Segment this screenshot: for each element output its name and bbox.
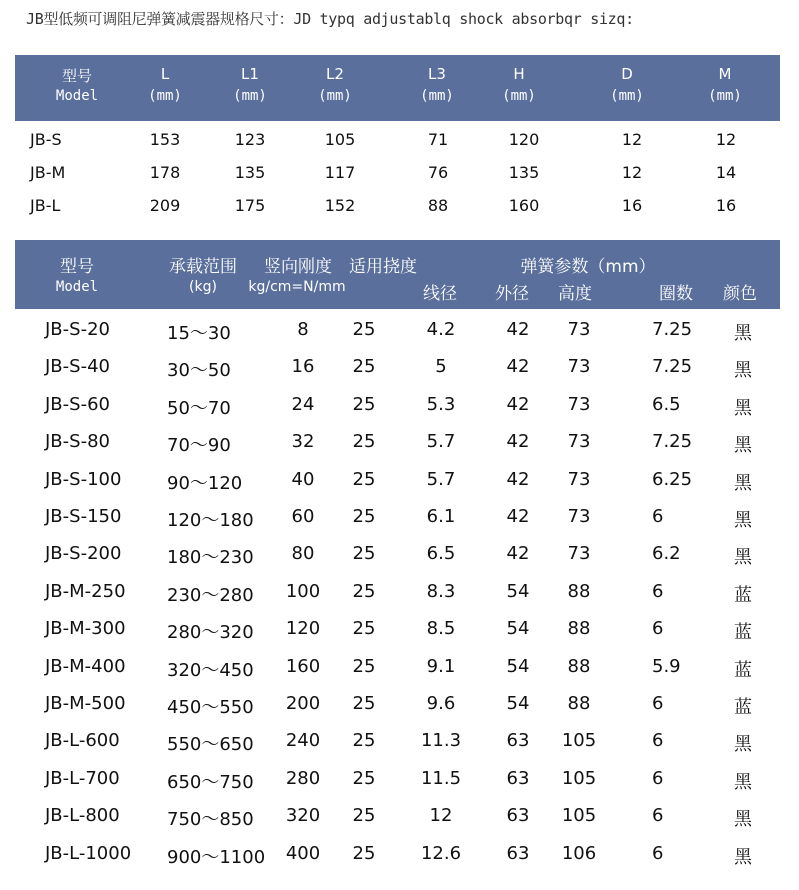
table-cell: 7.25 (652, 431, 693, 453)
table-cell: 135 (234, 163, 266, 182)
table-cell: 5.9 (652, 655, 681, 677)
table-cell: JB-S-60 (45, 393, 110, 415)
table-cell: 280～320 (167, 622, 254, 644)
table-cell: 280 (285, 767, 321, 789)
table-cell: 88 (427, 196, 449, 215)
table-cell: 4.2 (426, 319, 456, 340)
table-cell: 135 (508, 163, 540, 182)
table-cell: 9.6 (426, 693, 456, 714)
table-row (0, 356, 799, 386)
table-row (0, 163, 799, 193)
header-load-range: 承载范围 (169, 257, 237, 277)
table-cell: 6 (652, 767, 664, 789)
table-cell: JB-L-700 (45, 767, 120, 789)
table-cell: 105 (561, 805, 597, 827)
table-row (0, 805, 799, 835)
table-cell: 25 (352, 319, 376, 340)
table1-header-label: L3 (428, 65, 446, 83)
table1-header-unit: Model (55, 88, 99, 104)
table-cell: 25 (352, 580, 376, 602)
table-cell: 12.6 (420, 842, 462, 864)
table-row (0, 768, 799, 798)
table1-header-label: L1 (241, 65, 259, 83)
table-cell: 11.3 (420, 730, 462, 752)
table-cell: 63 (506, 730, 530, 752)
table1-header-label: M (718, 65, 732, 83)
table-cell: JB-M (30, 163, 66, 182)
table1-header-unit: (mm) (318, 88, 352, 104)
table-cell: 黑 (734, 472, 752, 494)
table-cell: 50～70 (167, 397, 231, 419)
table-cell: 25 (352, 393, 376, 415)
table-cell: JB-S (30, 130, 62, 149)
table-cell: 71 (427, 130, 449, 149)
table-cell: JB-S-80 (45, 431, 110, 453)
table-cell: 6 (652, 506, 664, 527)
table-cell: 5.7 (426, 468, 456, 490)
table-cell: 蓝 (734, 659, 752, 681)
table-cell: JB-S-20 (45, 319, 110, 340)
table-cell: 54 (506, 693, 530, 714)
table-cell: 73 (567, 506, 591, 527)
table-cell: 黑 (734, 510, 752, 531)
table-cell: 14 (715, 163, 737, 182)
table1-header-unit: (mm) (502, 88, 536, 104)
header-wire-dia: 线径 (423, 284, 457, 304)
table-cell: 25 (352, 767, 376, 789)
table2-header (15, 240, 780, 309)
table-cell: 320 (285, 805, 321, 827)
table-cell: 6.25 (652, 468, 693, 490)
table-cell: JB-S-150 (45, 506, 122, 527)
table-cell: 30～50 (167, 360, 231, 382)
table-cell: 90～120 (167, 472, 243, 494)
table-cell: 黑 (734, 771, 752, 793)
table-cell: 25 (352, 468, 376, 490)
table-row (0, 506, 799, 536)
table-cell: 88 (567, 618, 591, 640)
table-cell: 88 (567, 655, 591, 677)
table-cell: 9.1 (426, 655, 456, 677)
table-cell: 6 (652, 580, 664, 602)
table-cell: 320～450 (167, 659, 254, 681)
header-deflection: 适用挠度 (349, 257, 417, 277)
table-cell: 400 (285, 842, 321, 864)
table-cell: 76 (427, 163, 449, 182)
table-cell: 16 (621, 196, 643, 215)
table1-header-unit: (mm) (708, 88, 742, 104)
table-cell: 60 (291, 506, 315, 527)
table-cell: 209 (149, 196, 181, 215)
table-cell: 8.3 (426, 580, 456, 602)
table-cell: 12 (429, 805, 453, 827)
table-cell: 黑 (734, 323, 752, 344)
table-cell: 40 (291, 468, 315, 490)
table-cell: 42 (506, 319, 530, 340)
table-cell: 54 (506, 580, 530, 602)
table-row (0, 431, 799, 461)
table-cell: 750～850 (167, 809, 254, 831)
table-cell: 160 (285, 655, 321, 677)
table-cell: 88 (567, 580, 591, 602)
table-cell: 12 (621, 130, 643, 149)
table-cell: 16 (715, 196, 737, 215)
table-row (0, 319, 799, 349)
table-cell: 25 (352, 356, 376, 378)
table-cell: 黑 (734, 547, 752, 569)
table-cell: 73 (567, 356, 591, 378)
table-cell: 5.7 (426, 431, 456, 453)
table-cell: 42 (506, 506, 530, 527)
table-cell: 5 (435, 356, 447, 378)
table1-header-label: L2 (326, 65, 344, 83)
table-cell: 200 (285, 693, 321, 714)
table-cell: 160 (508, 196, 540, 215)
table-cell: 8.5 (426, 618, 456, 640)
table-cell: 63 (506, 805, 530, 827)
table-cell: 152 (324, 196, 356, 215)
table-row (0, 730, 799, 760)
table-cell: 8 (297, 319, 309, 340)
table-cell: 105 (561, 767, 597, 789)
table-cell: 650～750 (167, 771, 254, 793)
table-cell: 54 (506, 655, 530, 677)
table-cell: JB-M-400 (45, 655, 126, 677)
table-cell: 42 (506, 431, 530, 453)
table-cell: 黑 (734, 809, 752, 831)
table-row (0, 843, 799, 873)
table-row (0, 618, 799, 648)
table-cell: 黑 (734, 397, 752, 419)
table-cell: 25 (352, 730, 376, 752)
table-cell: 105 (324, 130, 356, 149)
table-cell: 105 (561, 730, 597, 752)
header-load-unit: (kg) (189, 279, 217, 295)
header-model: 型号 (60, 257, 94, 277)
header-height: 高度 (558, 284, 592, 304)
table1-header-label: H (513, 65, 525, 83)
header-coils: 圈数 (659, 284, 693, 304)
table-cell: 24 (291, 393, 315, 415)
table-cell: 550～650 (167, 734, 254, 756)
header-spring-params: 弹簧参数（mm） (520, 257, 656, 277)
table-cell: 25 (352, 805, 376, 827)
table-cell: 25 (352, 655, 376, 677)
table1-header-label: D (621, 65, 633, 83)
header-model-en: Model (55, 279, 99, 295)
table-cell: 73 (567, 543, 591, 565)
table-cell: 25 (352, 543, 376, 565)
table-cell: JB-M-500 (45, 693, 126, 714)
table-cell: 88 (567, 693, 591, 714)
table-cell: 120 (285, 618, 321, 640)
table-cell: 42 (506, 356, 530, 378)
table-cell: JB-S-200 (45, 543, 122, 565)
table-cell: 5.3 (426, 393, 456, 415)
table-cell: 180～230 (167, 547, 254, 569)
table-cell: JB-M-250 (45, 580, 126, 602)
table-cell: 120 (508, 130, 540, 149)
table-cell: 16 (291, 356, 315, 378)
table-cell: 42 (506, 468, 530, 490)
table1-header-unit: (mm) (148, 88, 182, 104)
table-cell: 73 (567, 468, 591, 490)
table-cell: 120～180 (167, 510, 254, 531)
table-cell: 900～1100 (167, 846, 266, 868)
table-cell: 25 (352, 693, 376, 714)
table1-header-unit: (mm) (610, 88, 644, 104)
table-cell: 6.5 (652, 393, 681, 415)
table-cell: 178 (149, 163, 181, 182)
table-row (0, 656, 799, 686)
table-cell: 11.5 (420, 767, 462, 789)
table-cell: 黑 (734, 846, 752, 868)
table-cell: 73 (567, 393, 591, 415)
table-cell: 6 (652, 618, 664, 640)
table-row (0, 543, 799, 573)
table-cell: 6 (652, 805, 664, 827)
table-cell: 7.25 (652, 319, 693, 340)
table-cell: 106 (561, 842, 597, 864)
table-cell: 黑 (734, 734, 752, 756)
page-title: JB型低频可调阻尼弹簧减震器规格尺寸：JD typq adjustablq shock absorbqr sizq: (26, 10, 634, 28)
table1-header-unit: (mm) (233, 88, 267, 104)
table-cell: JB-S-100 (45, 468, 122, 490)
table-cell: 15～30 (167, 323, 231, 344)
table-cell: JB-L-600 (45, 730, 120, 752)
table-cell: 73 (567, 431, 591, 453)
header-stiffness: 竖向刚度 (264, 257, 332, 277)
table-cell: 42 (506, 393, 530, 415)
table-cell: 黑 (734, 435, 752, 457)
table-cell: 42 (506, 543, 530, 565)
table1-header-rule (15, 119, 780, 121)
table-cell: 12 (621, 163, 643, 182)
table-cell: 230～280 (167, 584, 254, 606)
table-cell: 175 (234, 196, 266, 215)
table-cell: 6.5 (426, 543, 456, 565)
table-row (0, 394, 799, 424)
table1-header (15, 55, 780, 119)
table1-header-label: 型号 (61, 67, 93, 85)
table-cell: 240 (285, 730, 321, 752)
table-cell: 63 (506, 842, 530, 864)
table-row (0, 581, 799, 611)
table1-header-unit: (mm) (420, 88, 454, 104)
table-cell: 80 (291, 543, 315, 565)
table-cell: 蓝 (734, 584, 752, 606)
table-row (0, 693, 799, 723)
table-cell: 123 (234, 130, 266, 149)
table-cell: 蓝 (734, 622, 752, 644)
table-row (0, 130, 799, 160)
table-cell: 6 (652, 842, 664, 864)
table-cell: 73 (567, 319, 591, 340)
table-cell: 450～550 (167, 697, 254, 718)
table-cell: 32 (291, 431, 315, 453)
table-cell: JB-S-40 (45, 356, 110, 378)
table-row (0, 196, 799, 226)
table-cell: 7.25 (652, 356, 693, 378)
table-cell: 63 (506, 767, 530, 789)
table-cell: 蓝 (734, 697, 752, 718)
table-cell: 54 (506, 618, 530, 640)
table-cell: 70～90 (167, 435, 231, 457)
table-cell: 6 (652, 730, 664, 752)
table-cell: 黑 (734, 360, 752, 382)
table-cell: 25 (352, 842, 376, 864)
table-cell: JB-L-800 (45, 805, 120, 827)
table-cell: 6 (652, 693, 664, 714)
table-cell: 117 (324, 163, 356, 182)
header-outer-dia: 外径 (495, 284, 529, 304)
header-color: 颜色 (723, 284, 757, 304)
table-cell: 25 (352, 506, 376, 527)
table-cell: 25 (352, 618, 376, 640)
table-cell: 6.2 (652, 543, 681, 565)
table-cell: 25 (352, 431, 376, 453)
table-cell: JB-M-300 (45, 618, 126, 640)
header-stiffness-unit: kg/cm=N/mm (248, 279, 346, 295)
table-cell: 12 (715, 130, 737, 149)
table-cell: 100 (285, 580, 321, 602)
table1-header-label: L (160, 65, 170, 83)
table-cell: JB-L (30, 196, 61, 215)
table-cell: JB-L-1000 (45, 842, 132, 864)
table-cell: 6.1 (426, 506, 456, 527)
table-cell: 153 (149, 130, 181, 149)
table-row (0, 469, 799, 499)
